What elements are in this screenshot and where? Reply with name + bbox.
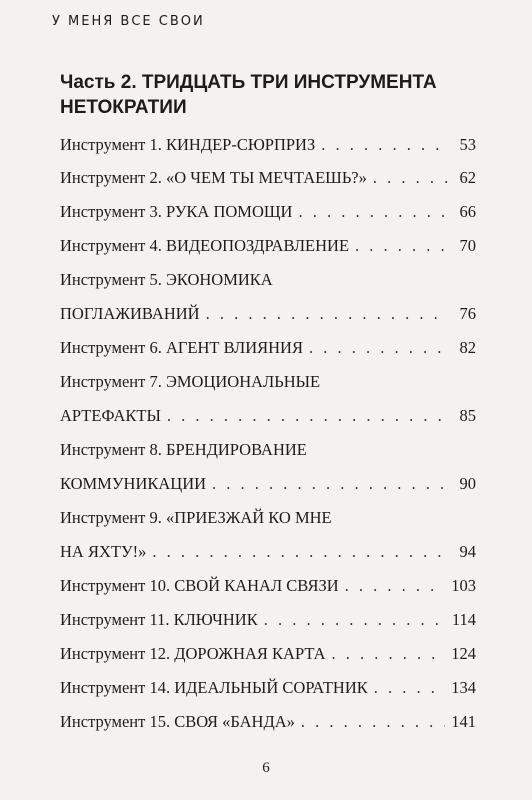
toc-entry-line	[60, 535, 476, 569]
toc-entry[interactable]	[60, 263, 476, 331]
part-title-line-1: Часть 2. ТРИДЦАТЬ ТРИ ИНСТРУМЕНТА	[60, 72, 437, 93]
toc-entry-line	[60, 705, 476, 739]
toc-entry-line	[60, 128, 476, 161]
toc-entry[interactable]	[60, 331, 476, 365]
leader-dots	[332, 637, 446, 671]
toc-page-number: 134	[451, 678, 476, 697]
toc-entry[interactable]	[60, 128, 476, 161]
leader-dots	[345, 569, 446, 603]
page-number: 6	[262, 760, 270, 776]
toc-page-number: 66	[459, 202, 476, 221]
toc-entry[interactable]	[60, 195, 476, 229]
toc-page-number: 141	[451, 712, 476, 731]
toc-page-number: 70	[459, 236, 476, 255]
toc-page-number: 82	[459, 338, 476, 357]
leader-dots	[264, 603, 446, 637]
toc-entry-title: КОММУНИКАЦИИ	[60, 474, 207, 493]
toc-entry-line	[60, 569, 476, 603]
toc-entry[interactable]	[60, 603, 476, 637]
leader-dots	[355, 229, 448, 263]
toc-entry[interactable]	[60, 229, 476, 263]
toc-page-number: 62	[459, 168, 476, 187]
toc-entry-title: Инструмент 3. РУКА ПОМОЩИ	[60, 202, 293, 221]
toc-entry[interactable]	[60, 365, 476, 433]
toc-entry-title: ПОГЛАЖИВАНИЙ	[60, 304, 200, 323]
toc-entry-title: Инструмент 15. СВОЯ «БАНДА»	[60, 712, 295, 731]
table-of-contents	[60, 128, 476, 739]
leader-dots	[167, 399, 448, 433]
toc-entry-title: Инструмент 5. ЭКОНОМИКА	[60, 270, 273, 289]
toc-page-number: 53	[459, 135, 476, 154]
toc-entry-line	[60, 671, 476, 705]
toc-entry-line	[60, 501, 476, 535]
leader-dots	[321, 128, 448, 162]
toc-entry-line	[60, 399, 476, 433]
toc-entry-title: НА ЯХТУ!»	[60, 542, 147, 561]
toc-entry-line	[60, 297, 476, 331]
part-title	[60, 70, 480, 120]
toc-entry-line	[60, 229, 476, 263]
toc-entry-line	[60, 637, 476, 671]
toc-page-number: 94	[459, 542, 476, 561]
toc-entry-title: Инструмент 11. КЛЮЧНИК	[60, 610, 258, 629]
leader-dots	[309, 331, 448, 365]
toc-entry-title: Инструмент 12. ДОРОЖНАЯ КАРТА	[60, 644, 326, 663]
toc-entry-title: Инструмент 2. «О ЧЕМ ТЫ МЕЧТАЕШЬ?»	[60, 168, 367, 187]
toc-entry-title: Инструмент 14. ИДЕАЛЬНЫЙ СОРАТНИК	[60, 678, 368, 697]
toc-page-number: 90	[459, 474, 476, 493]
running-head: У МЕНЯ ВСЕ СВОИ	[52, 14, 205, 29]
toc-page-number: 114	[451, 610, 476, 629]
part-title-line-2: НЕТОКРАТИИ	[60, 97, 187, 118]
toc-entry-line	[60, 603, 476, 637]
toc-entry-title: Инструмент 10. СВОЙ КАНАЛ СВЯЗИ	[60, 576, 339, 595]
toc-entry-line	[60, 365, 476, 399]
toc-entry-title: АРТЕФАКТЫ	[60, 406, 161, 425]
toc-entry[interactable]	[60, 569, 476, 603]
toc-entry-line	[60, 263, 476, 297]
leader-dots	[206, 297, 448, 331]
leader-dots	[374, 671, 445, 705]
toc-entry[interactable]	[60, 501, 476, 569]
toc-entry-title: Инструмент 9. «ПРИЕЗЖАЙ КО МНЕ	[60, 508, 332, 527]
toc-page-number: 76	[459, 304, 476, 323]
toc-page-number: 103	[451, 576, 476, 595]
toc-entry[interactable]	[60, 705, 476, 739]
toc-entry[interactable]	[60, 671, 476, 705]
toc-entry[interactable]	[60, 433, 476, 501]
toc-entry-line	[60, 195, 476, 229]
leader-dots	[298, 195, 448, 229]
leader-dots	[301, 705, 445, 739]
toc-entry-line	[60, 433, 476, 467]
toc-page-number: 124	[451, 644, 476, 663]
toc-entry-line	[60, 331, 476, 365]
leader-dots	[152, 535, 448, 569]
leader-dots	[373, 161, 448, 195]
toc-entry-line	[60, 161, 476, 195]
leader-dots	[212, 467, 448, 501]
toc-entry[interactable]	[60, 637, 476, 671]
toc-entry-title: Инструмент 6. АГЕНТ ВЛИЯНИЯ	[60, 338, 303, 357]
toc-entry-title: Инструмент 7. ЭМОЦИОНАЛЬНЫЕ	[60, 372, 321, 391]
toc-entry-line	[60, 467, 476, 501]
toc-page-number: 85	[459, 406, 476, 425]
toc-entry-title: Инструмент 1. КИНДЕР-СЮРПРИЗ	[60, 135, 316, 154]
toc-entry-title: Инструмент 4. ВИДЕОПОЗДРАВЛЕНИЕ	[60, 236, 350, 255]
toc-entry-title: Инструмент 8. БРЕНДИРОВАНИЕ	[60, 440, 307, 459]
toc-entry[interactable]	[60, 161, 476, 195]
